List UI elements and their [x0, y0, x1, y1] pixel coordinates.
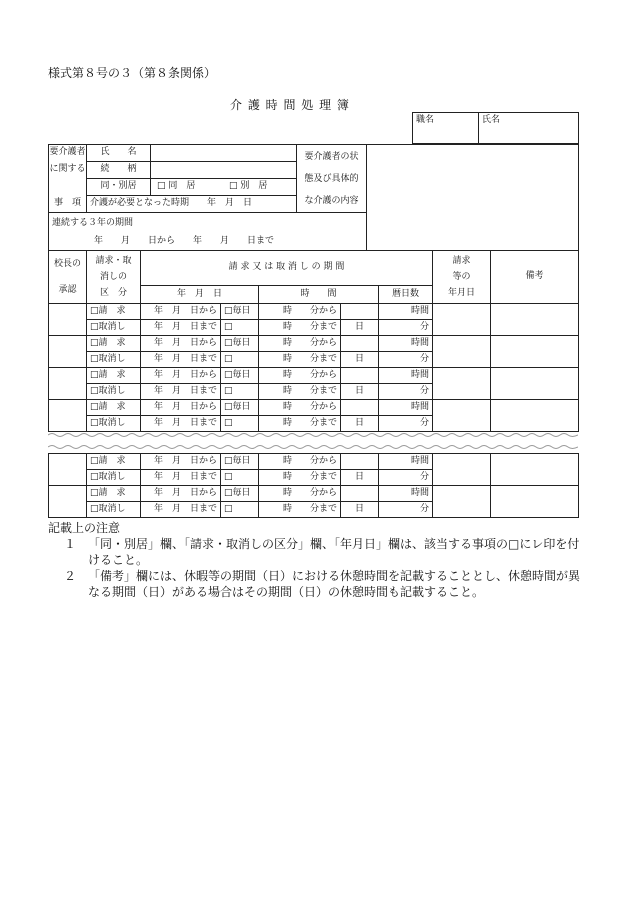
request-date-field[interactable] — [433, 400, 491, 432]
request-table-upper — [48, 250, 579, 432]
cancel-checkbox[interactable]: □取消し — [87, 320, 141, 336]
days-field[interactable]: 日 — [341, 416, 379, 432]
calendar-days-header: 暦日数 — [379, 286, 433, 304]
daily-checkbox[interactable]: □毎日 — [221, 336, 259, 352]
care-needed-label: 介護が必要となった時期 — [90, 198, 190, 209]
checkbox[interactable]: □ — [221, 384, 259, 400]
checkbox[interactable]: □ — [221, 416, 259, 432]
note-item-1 — [48, 536, 588, 568]
checkbox[interactable]: □ — [221, 502, 259, 518]
remarks-field[interactable] — [491, 400, 579, 432]
period-header: 請 求 又 は 取 消 し の 期 間 — [141, 251, 433, 286]
table-row — [49, 368, 579, 384]
condition-label — [297, 145, 367, 213]
date-column-header: 年 月 日 — [141, 286, 259, 304]
care-needed-row[interactable] — [87, 196, 297, 213]
request-checkbox[interactable]: □請 求 — [87, 454, 141, 470]
living-options — [151, 179, 297, 196]
request-date-header-2: 等の — [452, 272, 471, 282]
note-number: ２ — [64, 569, 77, 583]
daily-checkbox[interactable]: □毎日 — [221, 400, 259, 416]
kubun-header-1: 請求・取 — [95, 256, 132, 266]
position-name-box — [412, 112, 579, 144]
minutes-field[interactable]: 分 — [379, 352, 433, 368]
request-date-field[interactable] — [433, 336, 491, 368]
name-label: 氏名 — [482, 115, 501, 125]
cancel-checkbox[interactable]: □取消し — [87, 416, 141, 432]
living-apart-checkbox[interactable]: □ 別 居 — [229, 181, 268, 192]
hours-field[interactable]: 時間 — [379, 400, 433, 416]
condition-field[interactable] — [367, 145, 579, 251]
request-date-field[interactable] — [433, 454, 491, 486]
remarks-field[interactable] — [491, 336, 579, 368]
request-checkbox[interactable]: □請 求 — [87, 368, 141, 384]
kubun-header-3: 区 分 — [99, 288, 127, 298]
remarks-field[interactable] — [491, 304, 579, 336]
calendar-days-field[interactable] — [341, 400, 379, 416]
kubun-header-2: 消しの — [99, 272, 127, 282]
cancel-checkbox[interactable]: □取消し — [87, 470, 141, 486]
hours-field[interactable]: 時間 — [379, 304, 433, 320]
approval-header-2: 承認 — [58, 285, 77, 295]
remarks-field[interactable] — [491, 368, 579, 400]
date-from-field[interactable]: 年 月 日から — [141, 400, 221, 416]
daily-checkbox[interactable]: □毎日 — [221, 486, 259, 502]
minutes-field[interactable]: 分 — [379, 502, 433, 518]
kubun-header — [87, 251, 141, 304]
approval-cell[interactable] — [49, 368, 87, 400]
date-from-field[interactable]: 年 月 日から — [141, 486, 221, 502]
care-recipient-table — [48, 144, 579, 251]
cancel-checkbox[interactable]: □取消し — [87, 384, 141, 400]
condition-label-2: 態及び具体的 — [304, 173, 359, 184]
period-from: 年 月 日から — [94, 235, 176, 246]
time-from-field[interactable]: 時 分から — [259, 486, 341, 502]
request-date-field[interactable] — [433, 368, 491, 400]
request-date-header-3: 年月日 — [448, 288, 476, 298]
request-date-header-1: 請求 — [452, 256, 471, 266]
approval-cell[interactable] — [49, 486, 87, 518]
approval-header-1: 校長の — [53, 259, 81, 269]
recipient-name-label: 氏 名 — [87, 145, 151, 162]
calendar-days-field[interactable] — [341, 486, 379, 502]
hours-field[interactable]: 時間 — [379, 368, 433, 384]
calendar-days-field[interactable] — [341, 336, 379, 352]
period-to: 年 月 日まで — [193, 235, 275, 246]
approval-cell[interactable] — [49, 400, 87, 432]
calendar-days-field[interactable] — [341, 304, 379, 320]
note-item-2 — [48, 568, 588, 600]
living-together-checkbox[interactable]: □ 同 居 — [157, 181, 196, 192]
calendar-days-field[interactable] — [341, 368, 379, 384]
notes-section — [48, 520, 588, 600]
date-to-field[interactable]: 年 月 日まで — [141, 470, 221, 486]
date-to-field[interactable]: 年 月 日まで — [141, 352, 221, 368]
request-checkbox[interactable]: □請 求 — [87, 336, 141, 352]
request-date-field[interactable] — [433, 304, 491, 336]
table-row — [49, 304, 579, 320]
days-field[interactable]: 日 — [341, 320, 379, 336]
remarks-field[interactable] — [491, 486, 579, 518]
date-to-field[interactable]: 年 月 日まで — [141, 320, 221, 336]
period-label: 連続する３年の期間 — [52, 217, 134, 228]
hours-field[interactable]: 時間 — [379, 486, 433, 502]
date-from-field[interactable]: 年 月 日から — [141, 304, 221, 320]
time-to-field[interactable]: 時 分まで — [259, 470, 341, 486]
time-to-field[interactable]: 時 分まで — [259, 352, 341, 368]
table-row — [49, 400, 579, 416]
request-date-field[interactable] — [433, 486, 491, 518]
side-label-2: に関する — [49, 162, 87, 179]
table-row — [49, 486, 579, 502]
checkbox[interactable]: □ — [221, 352, 259, 368]
time-to-field[interactable]: 時 分まで — [259, 416, 341, 432]
living-label: 同・別居 — [87, 179, 151, 196]
days-field[interactable]: 日 — [341, 352, 379, 368]
time-to-field[interactable]: 時 分まで — [259, 502, 341, 518]
time-from-field[interactable]: 時 分から — [259, 400, 341, 416]
hours-field[interactable]: 時間 — [379, 336, 433, 352]
days-field[interactable]: 日 — [341, 470, 379, 486]
cancel-checkbox[interactable]: □取消し — [87, 502, 141, 518]
date-to-field[interactable]: 年 月 日まで — [141, 384, 221, 400]
daily-checkbox[interactable]: □毎日 — [221, 368, 259, 384]
notes-heading: 記載上の注意 — [48, 521, 121, 535]
table-break — [48, 430, 578, 452]
request-checkbox[interactable]: □請 求 — [87, 486, 141, 502]
time-column-header: 時 間 — [259, 286, 379, 304]
remarks-header: 備考 — [491, 251, 579, 304]
approval-cell[interactable] — [49, 304, 87, 336]
time-to-field[interactable]: 時 分まで — [259, 320, 341, 336]
checkbox[interactable]: □ — [221, 470, 259, 486]
minutes-field[interactable]: 分 — [379, 320, 433, 336]
approval-cell[interactable] — [49, 336, 87, 368]
request-date-header — [433, 251, 491, 304]
calendar-days-field[interactable] — [341, 454, 379, 470]
daily-checkbox[interactable]: □毎日 — [221, 454, 259, 470]
time-to-field[interactable]: 時 分まで — [259, 384, 341, 400]
daily-checkbox[interactable]: □毎日 — [221, 304, 259, 320]
position-label: 職名 — [416, 115, 435, 125]
note-text: 「備考」欄には、休暇等の期間（日）における休憩時間を記載することとし、休憩時間が異なる期間（日）がある場合はその期間（日）の休憩時間も記載すること。 — [88, 569, 581, 599]
name-field[interactable] — [479, 113, 579, 144]
minutes-field[interactable]: 分 — [379, 470, 433, 486]
recipient-name-field[interactable] — [151, 145, 297, 162]
table-row — [49, 454, 579, 470]
condition-label-1: 要介護者の状 — [304, 151, 359, 162]
checkbox[interactable]: □ — [221, 320, 259, 336]
days-field[interactable]: 日 — [341, 384, 379, 400]
date-from-field[interactable]: 年 月 日から — [141, 368, 221, 384]
relation-label: 続 柄 — [87, 162, 151, 179]
days-field[interactable]: 日 — [341, 502, 379, 518]
time-from-field[interactable]: 時 分から — [259, 368, 341, 384]
date-from-field[interactable]: 年 月 日から — [141, 454, 221, 470]
time-from-field[interactable]: 時 分から — [259, 304, 341, 320]
cancel-checkbox[interactable]: □取消し — [87, 352, 141, 368]
condition-label-3: な介護の内容 — [304, 195, 359, 206]
side-label-1: 要介護者 — [49, 145, 87, 162]
request-checkbox[interactable]: □請 求 — [87, 304, 141, 320]
note-number: １ — [64, 537, 77, 551]
care-needed-date: 年 月 日 — [207, 198, 253, 209]
approval-header — [49, 251, 87, 304]
time-from-field[interactable]: 時 分から — [259, 336, 341, 352]
position-field[interactable] — [413, 113, 479, 144]
hours-field[interactable]: 時間 — [379, 454, 433, 470]
date-to-field[interactable]: 年 月 日まで — [141, 502, 221, 518]
note-text: 「同・別居」欄、「請求・取消しの区分」欄、「年月日」欄は、該当する事項の□にレ印を付けること。 — [88, 537, 580, 567]
request-table-lower — [48, 453, 579, 518]
date-from-field[interactable]: 年 月 日から — [141, 336, 221, 352]
table-row — [49, 336, 579, 352]
approval-cell[interactable] — [49, 454, 87, 486]
date-to-field[interactable]: 年 月 日まで — [141, 416, 221, 432]
request-checkbox[interactable]: □請 求 — [87, 400, 141, 416]
remarks-field[interactable] — [491, 454, 579, 486]
side-label-3: 事 項 — [49, 196, 87, 213]
relation-field[interactable] — [151, 162, 297, 179]
page-title: 介 護 時 間 処 理 簿 — [230, 98, 350, 112]
form-number: 様式第８号の３（第８条関係） — [48, 66, 217, 80]
time-from-field[interactable]: 時 分から — [259, 454, 341, 470]
minutes-field[interactable]: 分 — [379, 384, 433, 400]
period-row[interactable] — [49, 213, 367, 251]
minutes-field[interactable]: 分 — [379, 416, 433, 432]
